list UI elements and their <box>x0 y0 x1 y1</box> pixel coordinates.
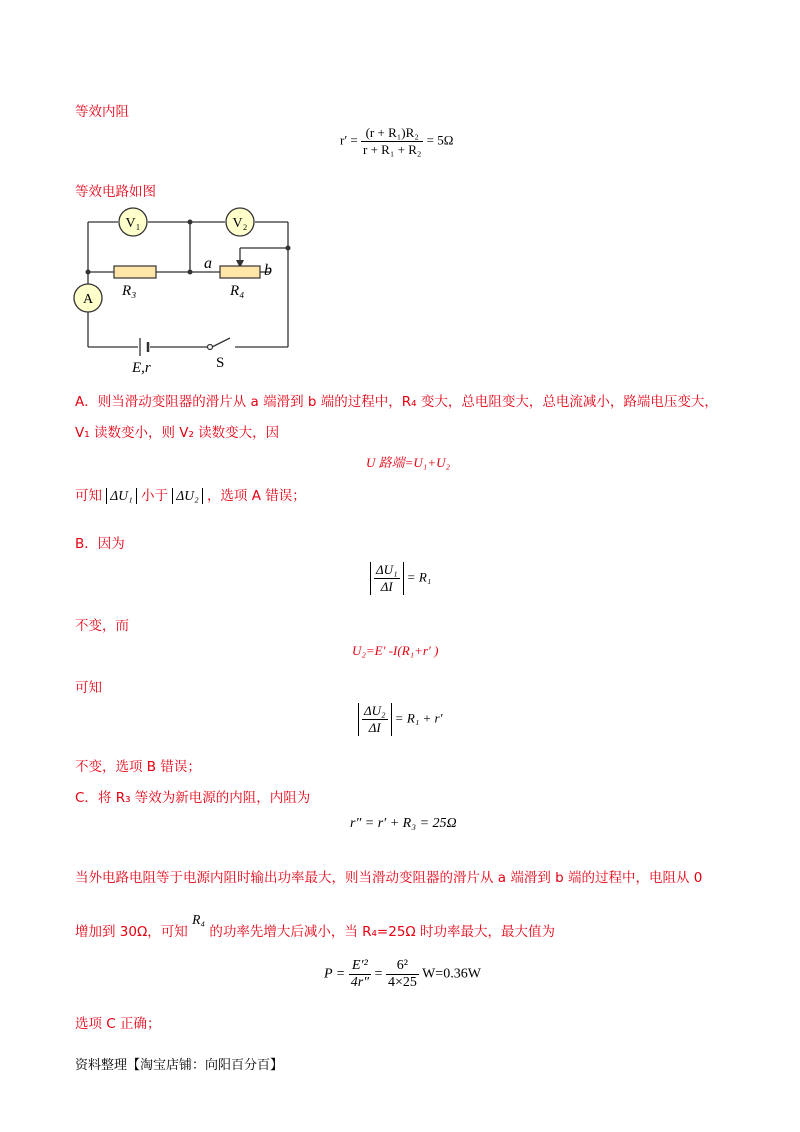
label-v1: V₁ <box>125 216 141 231</box>
resistor-r4 <box>220 266 260 278</box>
option-c-intro: C．将 R₃ 等效为新电源的内阻，内阻为 <box>75 790 311 806</box>
circuit-diagram <box>70 200 300 375</box>
r4-symbol: R₄ <box>192 912 206 927</box>
label-a: A <box>82 292 94 307</box>
option-b-intro: B．因为 <box>75 536 125 552</box>
abs-delta-u1: ΔU₁ <box>106 488 136 504</box>
r-prime-equation: r′ = $\frac{\text{(r + R₁)R₂}}{\text{r + R₁ + R₂}}$ = 5Ω <box>340 125 454 157</box>
equation-b1: $\frac{\text{ΔU₁}}{\Delta I}$ = R₁ <box>370 562 431 595</box>
option-a-line2: V₁ 读数变小，则 V₂ 读数变大，因 <box>75 425 280 441</box>
option-b-known: 可知 <box>75 680 102 696</box>
label-r3: R₃ <box>122 283 137 299</box>
label-v2: V₂ <box>232 216 248 231</box>
label-emf: E,r <box>132 360 151 375</box>
u-path-equation: U 路端=U₁+U₂ <box>366 455 450 470</box>
footer-source: 资料整理【淘宝店铺：向阳百分百】 <box>75 1058 284 1073</box>
option-c-line1: 当外电路电阻等于电源内阻时输出功率最大，则当滑动变阻器的滑片从 a 端滑到 b 端的过程中，电阻从 0 <box>75 870 703 886</box>
option-a-known: 可知 ΔU₁ 小于 ΔU₂ ，选项 A 错误； <box>75 488 306 504</box>
label-b-end: b <box>264 262 272 279</box>
equiv-internal-title: 等效内阻 <box>75 104 129 120</box>
label-r4: R₄ <box>230 283 245 299</box>
equation-power: P = $\frac{\text{E′²}}{4r''}$ = $\frac{\text{6²}}{4\times 25}$ W=0.36W <box>324 958 481 990</box>
equation-b2: U₂=E′ -I(R₁+r′ ) <box>352 643 439 658</box>
resistor-r3 <box>114 266 156 278</box>
option-c-conclusion: 选项 C 正确； <box>75 1016 161 1032</box>
option-c-line2: 增加到 30Ω，可知 R₄ 的功率先增大后减小，当 R₄=25Ω 时功率最大，最大值为 <box>75 912 556 940</box>
option-a-line1: A．则当滑动变阻器的滑片从 a 端滑到 b 端的过程中，R₄ 变大，总电阻变大，总电流减小，路端电压变大， <box>75 394 718 410</box>
option-b-conclusion: 不变，选项 B 错误； <box>75 759 201 775</box>
equiv-circuit-title: 等效电路如图 <box>75 184 156 200</box>
equation-b3: $\frac{\text{ΔU₂}}{\Delta I}$ = R₁ + r′ <box>358 703 442 736</box>
label-switch: S <box>216 355 225 371</box>
switch-contact <box>208 345 213 350</box>
option-b-unchanged: 不变，而 <box>75 618 129 634</box>
equation-c1: r″ = r′ + R₃ = 25Ω <box>350 816 457 831</box>
label-a-end: a <box>204 255 212 272</box>
abs-delta-u2: ΔU₂ <box>172 488 202 504</box>
